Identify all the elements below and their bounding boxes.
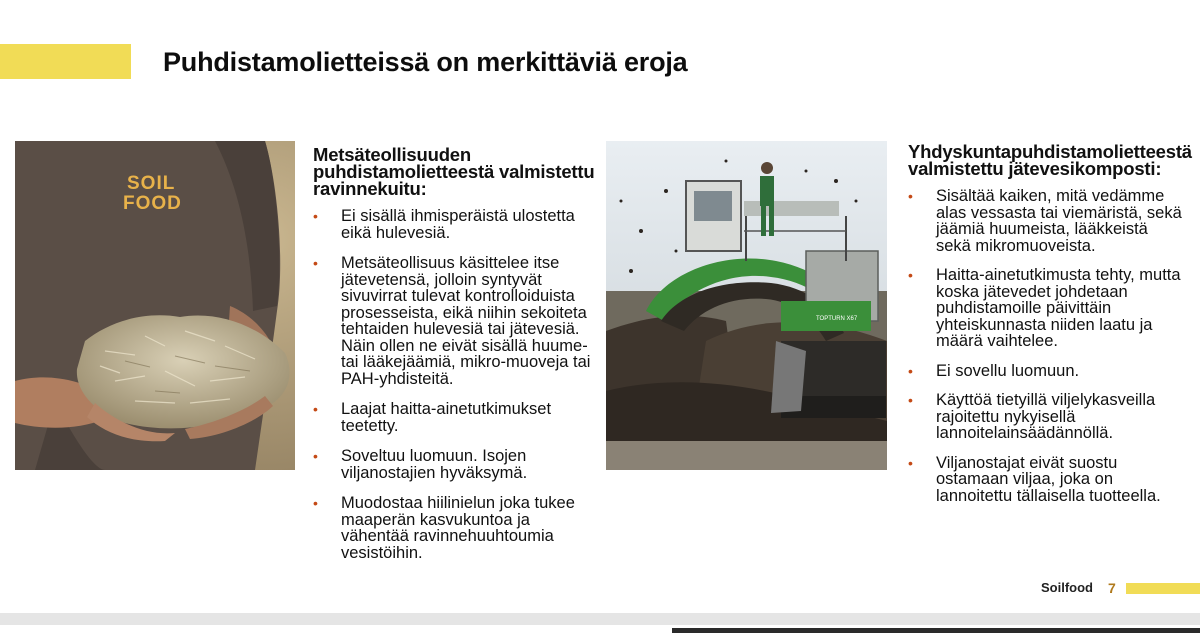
- bullet-icon: •: [908, 188, 913, 204]
- list-item: • Muodostaa hiilinielun joka tukee maaperän kasvukuntoa ja vähentää ravinnehuuhtoumia vesistöihin.: [313, 494, 575, 562]
- column-b-list: [908, 188, 1184, 504]
- page-number: 7: [1108, 580, 1116, 596]
- brand-name: Soilfood: [1041, 580, 1093, 595]
- next-slide-edge: [672, 628, 1200, 633]
- bullet-icon: •: [313, 208, 318, 224]
- slide-title: Puhdistamolietteissä on merkittäviä eroja: [163, 47, 688, 77]
- bullet-icon: •: [313, 401, 318, 417]
- svg-text:SOIL: SOIL: [127, 173, 176, 194]
- list-item: • Metsäteollisuus käsittelee itse jätevetensä, jolloin syntyvät sivuvirrat tulevat kontrolloiduista prosesseista, eikä niihin sekoiteta tehtaiden hulevesiä tai jätevesiä. Näin ollen ne eivät sisällä huume- tai lääkejäämiä, mikro-muoveja tai PAH-yhdisteitä.: [313, 254, 591, 388]
- list-item: • Sisältää kaiken, mitä vedämme alas vessasta tai viemäristä, sekä jäämiä huumeista, lääkkeistä sekä mikromuoveista.: [908, 187, 1182, 255]
- column-forest-industry: [313, 146, 598, 575]
- bullet-icon: •: [313, 448, 318, 464]
- list-item: • Soveltuu luomuun. Isojen viljanostajien hyväksymä.: [313, 447, 528, 482]
- column-a-heading: Metsäteollisuuden puhdistamolietteestä valmistettu ravinnekuitu:: [313, 144, 595, 199]
- svg-text:FOOD: FOOD: [123, 193, 182, 214]
- bullet-icon: •: [313, 255, 318, 271]
- list-item: • Ei sisällä ihmisperäistä ulostetta eikä hulevesiä.: [313, 207, 575, 242]
- slide-bottom-divider: [0, 613, 1200, 625]
- column-a-list: [313, 208, 598, 561]
- bullet-icon: •: [908, 267, 913, 283]
- bullet-icon: •: [908, 392, 913, 408]
- photo-fiber-in-hands: [15, 141, 295, 470]
- svg-text:TOPTURN X67: TOPTURN X67: [816, 316, 858, 322]
- column-municipal-sludge: [908, 141, 1192, 517]
- list-item: • Viljanostajat eivät suostu ostamaan viljaa, joka on lannoitettu tällaisella tuotteella.: [908, 453, 1161, 505]
- bullet-icon: •: [908, 362, 913, 379]
- list-item: • Käyttöä tietyillä viljelykasveilla rajoitettu nykyisellä lannoitelainsäädännöllä.: [908, 391, 1156, 442]
- list-item: • Haitta-ainetutkimusta tehty, mutta koska jätevedet johdetaan puhdistamoille päivittäin yhteiskunnasta niiden laatu ja määrä vaihtelee.: [908, 266, 1181, 350]
- list-item: • Laajat haitta-ainetutkimukset teetetty.: [313, 400, 552, 435]
- column-b-heading: Yhdyskuntapuhdistamolietteestä valmistettu jätevesikomposti:: [908, 141, 1192, 179]
- photo-compost-turner: [606, 141, 887, 470]
- bullet-icon: •: [313, 495, 318, 511]
- accent-bar-right: [1126, 583, 1200, 594]
- accent-bar-left: [0, 44, 131, 79]
- bullet-icon: •: [908, 454, 913, 471]
- list-item: • Ei sovellu luomuun.: [908, 361, 1080, 380]
- shirt-logo: [123, 173, 182, 214]
